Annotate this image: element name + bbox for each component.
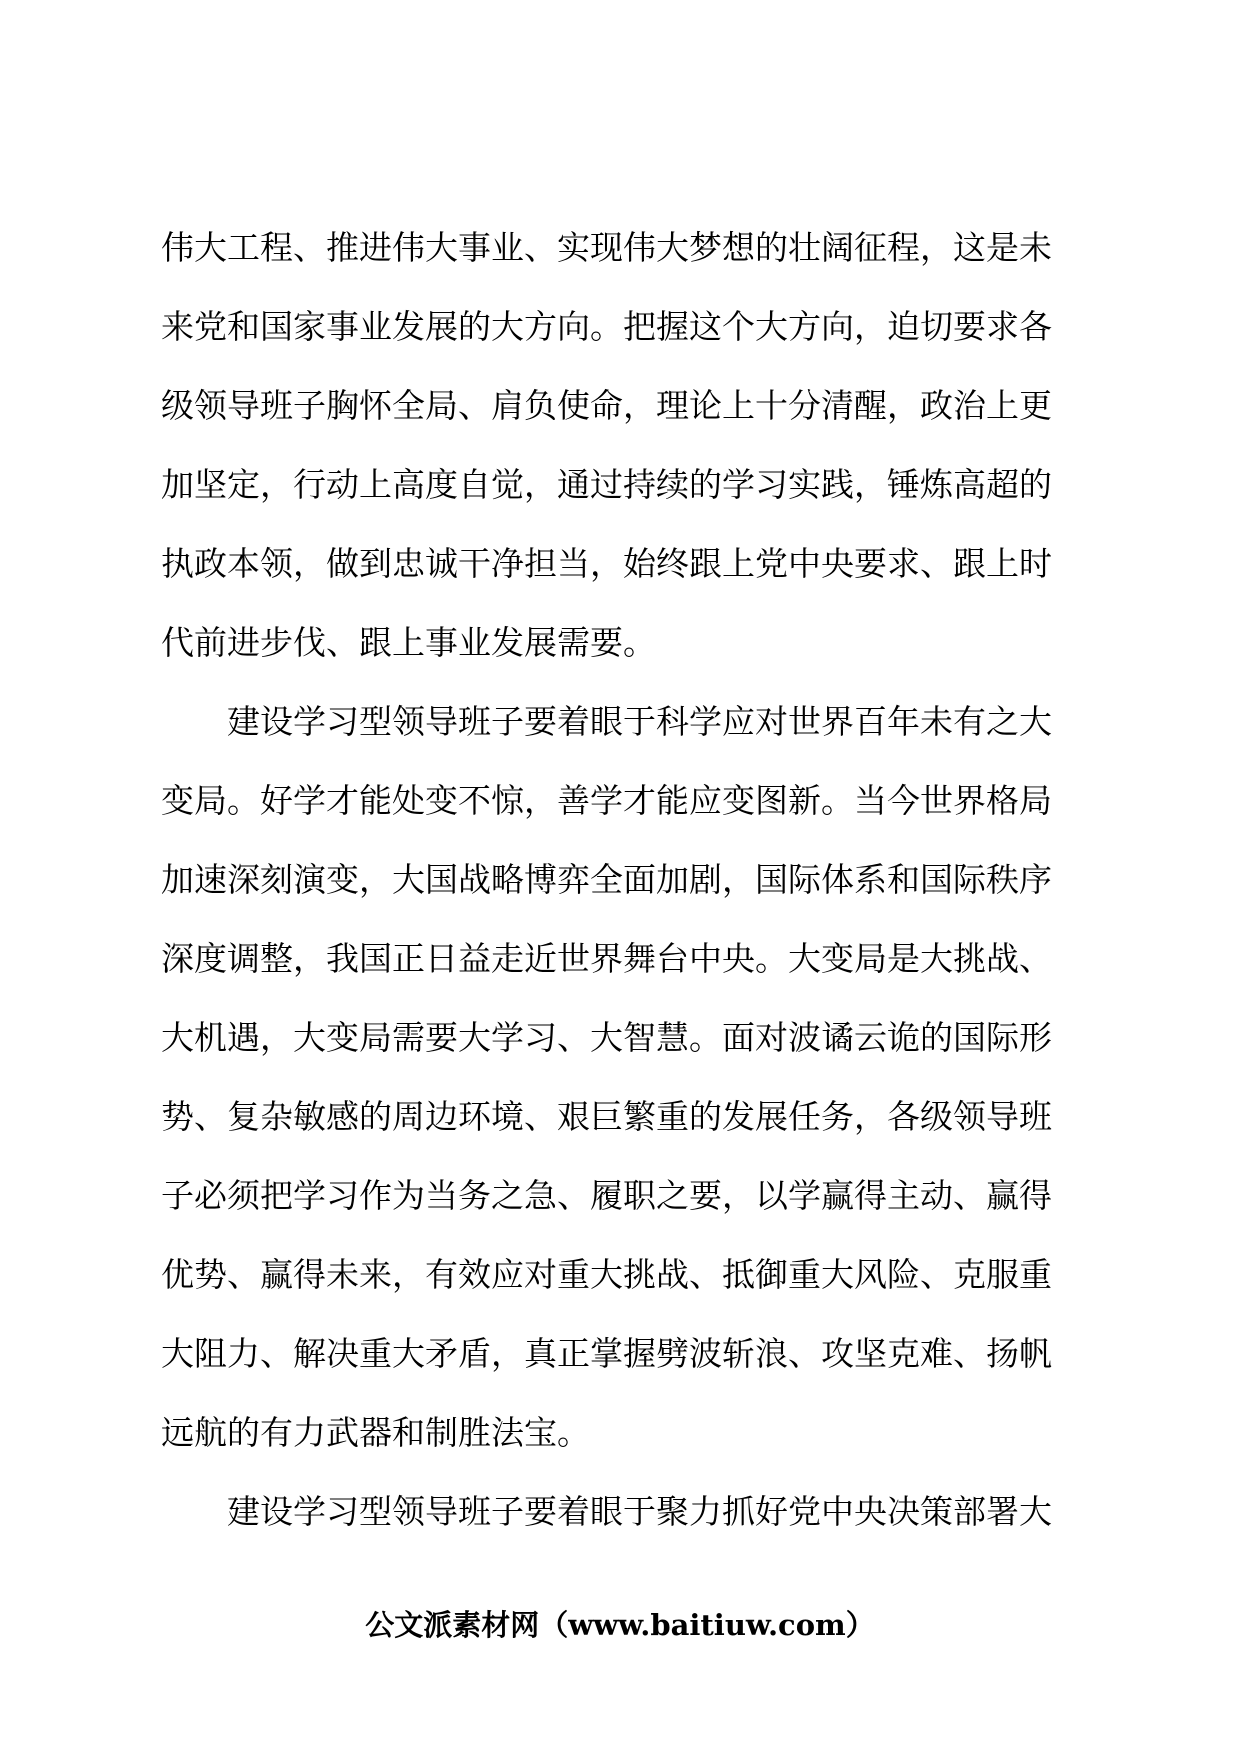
text-line: 大阻力、解决重大矛盾，真正掌握劈波斩浪、攻坚克难、扬帆 [161,1334,1052,1373]
text-line: 加坚定，行动上高度自觉，通过持续的学习实践，锤炼高超的 [161,465,1052,504]
paragraph-start-line: 建设学习型领导班子要着眼于科学应对世界百年未有之大 [227,702,1052,741]
text-line: 代前进步伐、跟上事业发展需要。 [161,623,656,662]
text-line: 变局。好学才能处变不惊，善学才能应变图新。当今世界格局 [161,781,1052,820]
paragraph-start-line: 建设学习型领导班子要着眼于聚力抓好党中央决策部署大 [227,1492,1052,1531]
text-line: 执政本领，做到忠诚干净担当，始终跟上党中央要求、跟上时 [161,544,1052,583]
text-line: 大机遇，大变局需要大学习、大智慧。面对波谲云诡的国际形 [161,1018,1052,1057]
footer-watermark: 公文派素材网（www.baitiuw.com） [365,1608,875,1642]
text-line: 来党和国家事业发展的大方向。把握这个大方向，迫切要求各 [161,307,1052,346]
text-line: 子必须把学习作为当务之急、履职之要，以学赢得主动、赢得 [161,1176,1052,1215]
text-line: 远航的有力武器和制胜法宝。 [161,1413,590,1452]
text-line: 级领导班子胸怀全局、肩负使命，理论上十分清醒，政治上更 [161,386,1052,425]
text-line: 加速深刻演变，大国战略博弈全面加剧，国际体系和国际秩序 [161,860,1052,899]
text-line: 势、复杂敏感的周边环境、艰巨繁重的发展任务，各级领导班 [161,1097,1052,1136]
text-line: 深度调整，我国正日益走近世界舞台中央。大变局是大挑战、 [161,939,1052,978]
body-text [161,208,1091,1551]
text-line: 伟大工程、推进伟大事业、实现伟大梦想的壮阔征程，这是未 [161,228,1052,267]
text-line: 优势、赢得未来，有效应对重大挑战、抵御重大风险、克服重 [161,1255,1052,1294]
